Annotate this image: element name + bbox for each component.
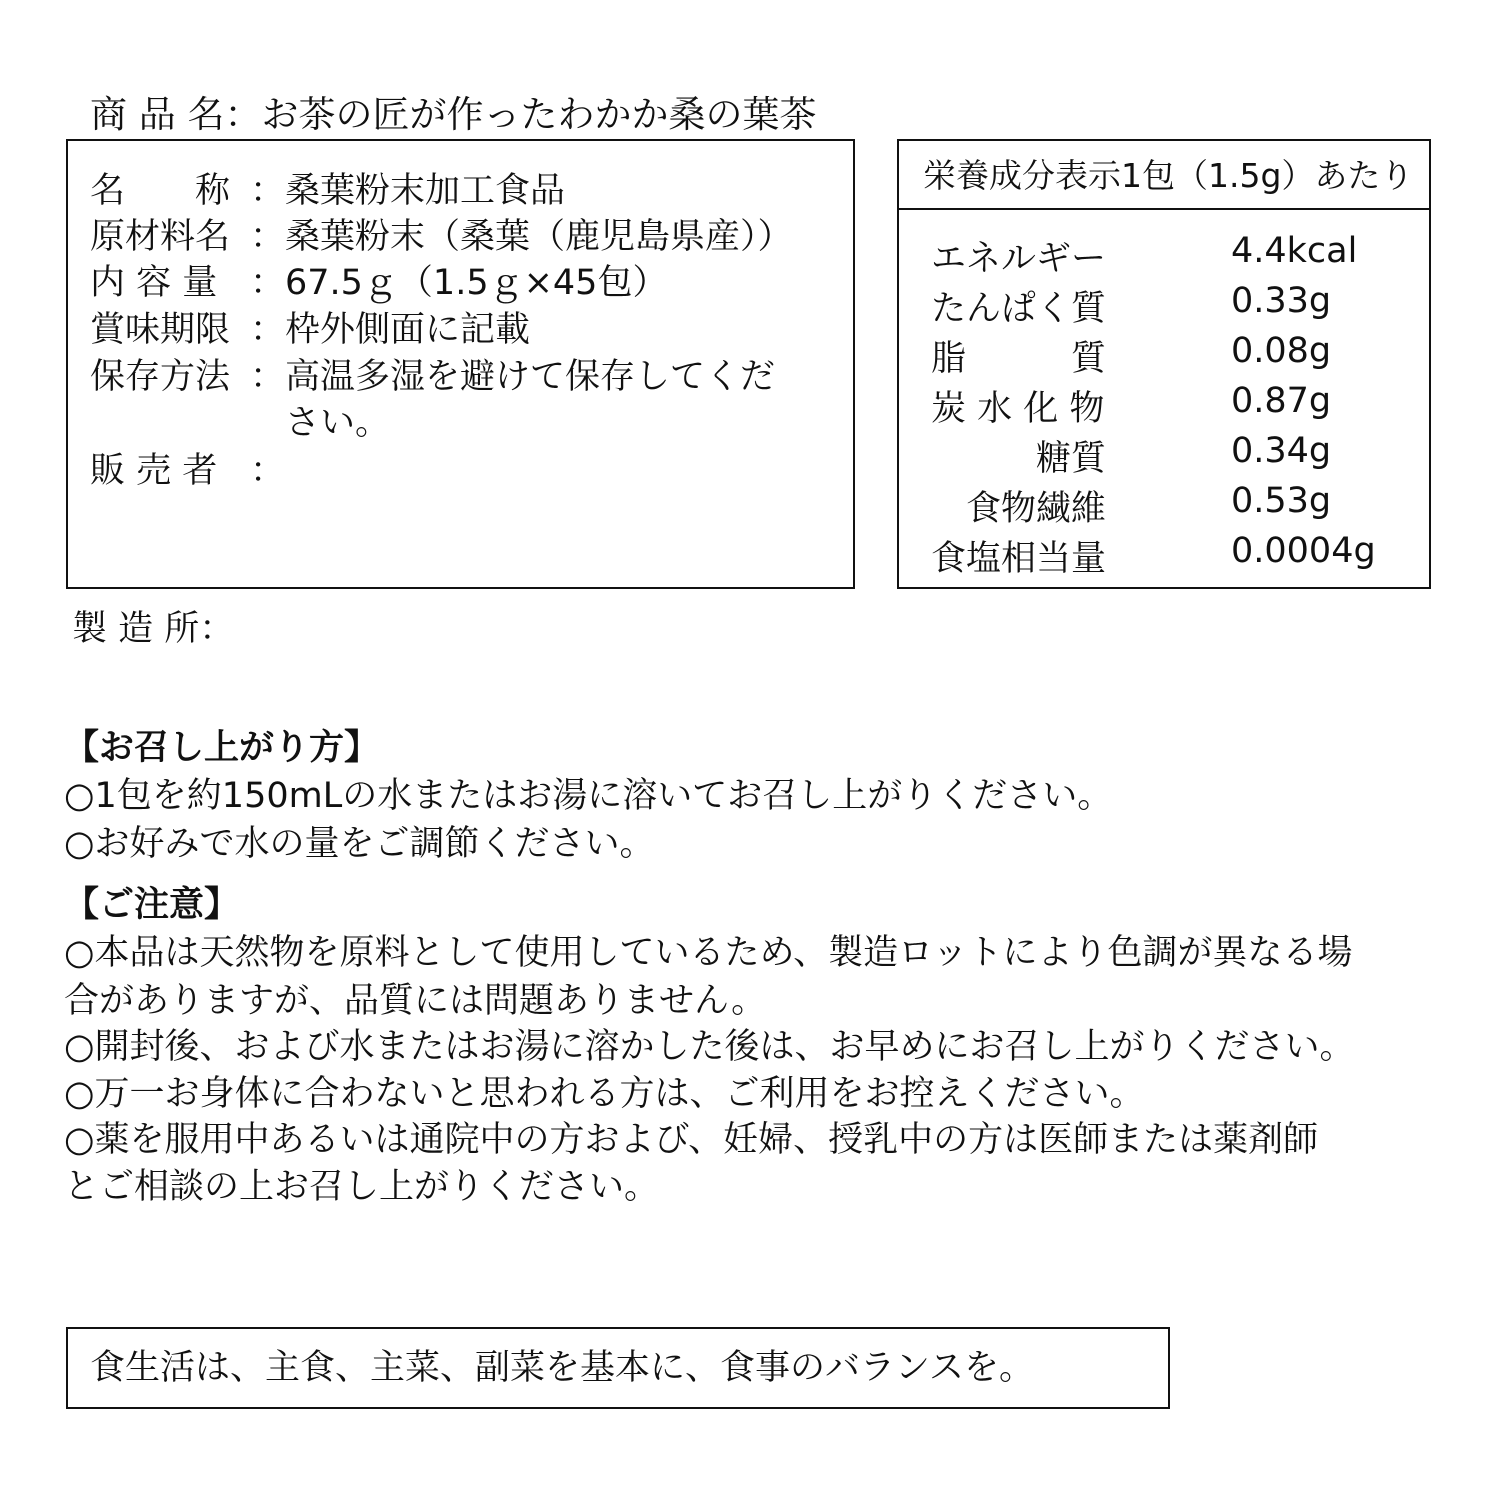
- nutrition-name: 食物繊維: [931, 489, 1107, 529]
- nutrition-value: 0.08g: [1231, 331, 1332, 371]
- nutrition-facts-box: [897, 139, 1431, 589]
- caution-line: ○薬を服用中あるいは通院中の方および、妊婦、授乳中の方は医師または薬剤師: [64, 1120, 1319, 1160]
- spec-row-ingredients: [90, 209, 793, 259]
- spec-row-seller: [90, 443, 285, 493]
- product-name-line: [90, 93, 817, 136]
- caution-line: ○開封後、および水またはお湯に溶かした後は、お早めにお召し上がりください。: [64, 1027, 1355, 1067]
- spec-colon: ：: [250, 357, 286, 397]
- manufacturer-colon: ：: [199, 609, 235, 649]
- nutrition-value: 4.4kcal: [1231, 231, 1358, 271]
- spec-key: 保存方法: [90, 357, 231, 397]
- spec-key: 販 売 者: [90, 451, 218, 491]
- nutrition-value: 0.87g: [1231, 381, 1332, 421]
- nutrition-name: 炭 水 化 物: [931, 389, 1105, 429]
- manufacturer-line: [72, 609, 235, 649]
- spec-colon: ：: [250, 451, 286, 491]
- product-spec-box: [66, 139, 855, 589]
- spec-row-best-before: [90, 302, 530, 352]
- spec-row-storage-cont: [285, 395, 390, 445]
- spec-value: 高温多湿を避けて保存してくだ: [285, 357, 776, 397]
- nutrition-name: エネルギー: [931, 239, 1107, 279]
- spec-value: 67.5ｇ（1.5ｇ×45包）: [285, 263, 668, 303]
- howto-line: ○お好みで水の量をご調節ください。: [64, 824, 655, 864]
- spec-row-storage: [90, 349, 775, 399]
- nutrition-name: 脂 質: [931, 339, 1107, 379]
- nutrition-value: 0.34g: [1231, 431, 1332, 471]
- caution-line: ○万一お身体に合わないと思われる方は、ご利用をお控えください。: [64, 1074, 1145, 1114]
- nutrition-divider: [899, 208, 1429, 210]
- spec-row-name: [90, 163, 565, 213]
- nutrition-value: 0.53g: [1231, 481, 1332, 521]
- spec-key: 名 称: [90, 171, 231, 211]
- spec-value: 桑葉粉末加工食品: [285, 171, 566, 211]
- spec-key: 内 容 量: [90, 263, 218, 303]
- spec-value: 枠外側面に記載: [285, 310, 531, 350]
- product-name-value: お茶の匠が作ったわかか桑の葉茶: [261, 93, 817, 136]
- nutrition-name: 食塩相当量: [931, 539, 1107, 579]
- spec-colon: ：: [250, 310, 286, 350]
- howto-heading: 【お召し上がり方】: [64, 728, 380, 768]
- nutrition-name: 糖質: [931, 439, 1107, 479]
- product-name-key: 商 品 名: [90, 93, 225, 136]
- nutrition-name: たんぱく質: [931, 289, 1107, 329]
- caution-line: 合がありますが、品質には問題ありません。: [64, 981, 767, 1021]
- spec-value: 桑葉粉末（桑葉（鹿児島県産））: [285, 217, 793, 257]
- caution-line: ○本品は天然物を原料として使用しているため、製造ロットにより色調が異なる場: [64, 933, 1353, 973]
- dietary-advice-text: 食生活は、主食、主菜、副菜を基本に、食事のバランスを。: [90, 1348, 1034, 1388]
- caution-line: とご相談の上お召し上がりください。: [64, 1167, 660, 1207]
- spec-colon: ：: [250, 171, 286, 211]
- nutrition-value: 0.0004g: [1231, 531, 1376, 571]
- spec-row-contents: [90, 255, 667, 305]
- nutrition-heading: 栄養成分表示1包（1.5g）あたり: [923, 156, 1414, 195]
- spec-value: さい。: [285, 403, 391, 443]
- spec-colon: ：: [250, 217, 286, 257]
- product-name-colon: ：: [224, 93, 262, 136]
- caution-heading: 【ご注意】: [64, 885, 240, 925]
- spec-key: 賞味期限: [90, 310, 231, 350]
- howto-line: ○1包を約150mLの水またはお湯に溶いてお召し上がりください。: [64, 776, 1113, 816]
- spec-colon: ：: [250, 263, 286, 303]
- manufacturer-key: 製 造 所: [72, 609, 200, 649]
- spec-key: 原材料名: [90, 217, 231, 257]
- nutrition-value: 0.33g: [1231, 281, 1332, 321]
- dietary-advice-box: [66, 1327, 1170, 1409]
